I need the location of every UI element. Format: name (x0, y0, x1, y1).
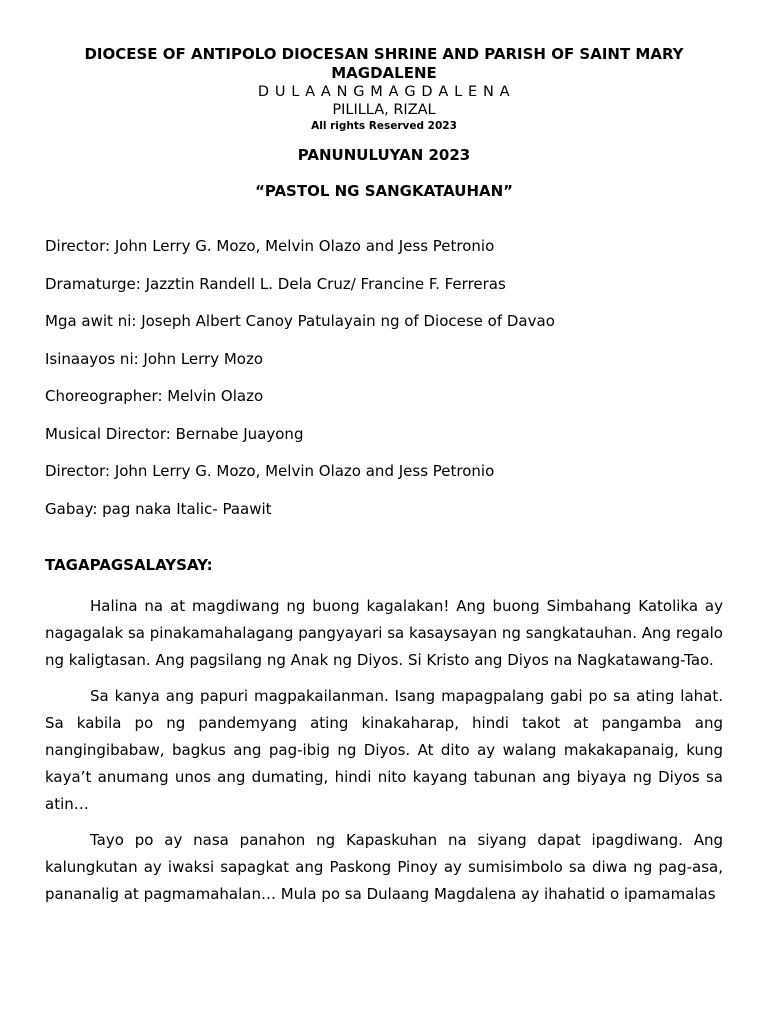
section-heading: TAGAPAGSALAYSAY: (45, 555, 213, 574)
credit-line: Gabay: pag naka Italic- Paawit (45, 499, 272, 518)
organization-title: DIOCESE OF ANTIPOLO DIOCESAN SHRINE AND PARISH OF SAINT MARY MAGDALENE (84, 45, 684, 82)
narration-paragraph: Sa kanya ang papuri magpakailanman. Isang mapagpalang gabi po sa ating lahat. Sa kabila po ng pandemyang ating kinakaharap, hindi takot at pangamba ang nangingibabaw, bagkus ang pag-ibig ng Diyos. At dito ay walang makakapanaig, kung kaya’t anumang unos ang dumating, hindi nito kayang tabunan ang biyaya ng Diyos sa atin… (45, 686, 723, 813)
credit-line: Isinaayos ni: John Lerry Mozo (45, 349, 264, 368)
credit-line: Musical Director: Bernabe Juayong (45, 424, 304, 443)
document-header (45, 0, 723, 201)
credit-line: Director: John Lerry G. Mozo, Melvin Olazo and Jess Petronio (45, 462, 495, 480)
credit-line: Dramaturge: Jazztin Randell L. Dela Cruz/ Francine F. Ferreras (45, 274, 506, 293)
credits-list (45, 237, 723, 519)
troupe-name: D U L A A N G M A G D A L E N A (257, 84, 511, 100)
event-title: PANUNULUYAN 2023 (297, 146, 471, 164)
play-title: “PASTOL NG SANGKATAUHAN” (254, 182, 514, 200)
credit-line: Choreographer: Melvin Olazo (45, 387, 264, 405)
credit-line: Mga awit ni: Joseph Albert Canoy Patulayain ng of Diocese of Davao (45, 312, 555, 330)
narration-paragraph: Halina na at magdiwang ng buong kagalakan! Ang buong Simbahang Katolika ay nagagalak sa pinakamahalagang pangyayari sa kasaysayan ng sangkatauhan. Ang regalo ng kaligtasan. Ang pagsilang ng Anak ng Diyos. Si Kristo ang Diyos na Nagkatawang-Tao. (45, 596, 723, 669)
credit-line: Director: John Lerry G. Mozo, Melvin Olazo and Jess Petronio (45, 237, 495, 255)
rights-notice: All rights Reserved 2023 (311, 120, 457, 132)
location: PILILLA, RIZAL (332, 102, 436, 118)
narration-paragraph: Tayo po ay nasa panahon ng Kapaskuhan na siyang dapat ipagdiwang. Ang kalungkutan ay iwaksi sapagkat ang Paskong Pinoy ay sumisimbolo sa diwa ng pag-asa, pananalig at pagmamahalan… Mula po sa Dulaang Magdalena ay ihahatid o ipamamalas (45, 830, 723, 903)
document-page (45, 0, 723, 908)
